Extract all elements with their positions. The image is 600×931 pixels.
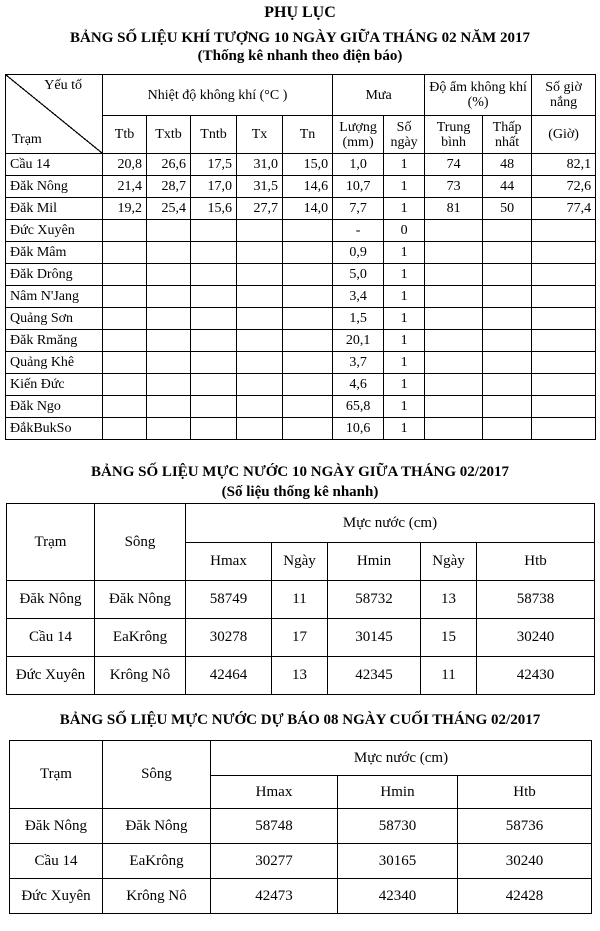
tntb-cell	[191, 396, 237, 418]
tx-cell	[237, 374, 283, 396]
station-cell: Cầu 14	[6, 154, 103, 176]
corner-station-label: Trạm	[12, 132, 42, 147]
rain-days-cell: 1	[384, 352, 425, 374]
header-tx: Tx	[237, 116, 283, 154]
humidity-avg-cell: 74	[425, 154, 483, 176]
ttb-cell	[103, 330, 147, 352]
tn-cell	[283, 286, 333, 308]
txtb-cell	[147, 242, 191, 264]
header-htb: Htb	[458, 776, 592, 809]
tx-cell	[237, 242, 283, 264]
tx-cell	[237, 418, 283, 440]
humidity-min-cell	[483, 352, 532, 374]
rain-days-cell: 1	[384, 374, 425, 396]
sunshine-cell	[532, 264, 596, 286]
header-rain-amount: Lượng (mm)	[333, 116, 384, 154]
hmin-cell: 58732	[328, 581, 421, 619]
header-hmin: Hmin	[328, 543, 421, 581]
header-txtb: Txtb	[147, 116, 191, 154]
tx-cell: 31,5	[237, 176, 283, 198]
table-row	[6, 330, 596, 352]
rain-days-cell: 1	[384, 264, 425, 286]
tn-cell: 15,0	[283, 154, 333, 176]
rain-days-cell: 1	[384, 418, 425, 440]
header-htb: Htb	[477, 543, 595, 581]
humidity-avg-cell	[425, 242, 483, 264]
rain-amount-cell: 3,7	[333, 352, 384, 374]
tntb-cell	[191, 242, 237, 264]
header-sunshine-unit: (Giờ)	[532, 116, 596, 154]
tx-cell	[237, 286, 283, 308]
txtb-cell: 28,7	[147, 176, 191, 198]
table-row	[6, 396, 596, 418]
txtb-cell	[147, 264, 191, 286]
rain-amount-cell: 1,0	[333, 154, 384, 176]
station-cell: Đăk Ngo	[6, 396, 103, 418]
rain-days-cell: 0	[384, 220, 425, 242]
hmin-cell: 58730	[338, 809, 458, 844]
rain-amount-cell: 4,6	[333, 374, 384, 396]
rain-days-cell: 1	[384, 396, 425, 418]
sunshine-cell: 82,1	[532, 154, 596, 176]
header-ttb: Ttb	[103, 116, 147, 154]
header-rain-days: Số ngày	[384, 116, 425, 154]
tntb-cell	[191, 374, 237, 396]
htb-cell: 42430	[477, 657, 595, 695]
tntb-cell	[191, 264, 237, 286]
hmax-cell: 58749	[186, 581, 272, 619]
table2-subtitle: (Số liệu thống kê nhanh)	[221, 484, 379, 500]
header-hmax: Hmax	[186, 543, 272, 581]
rain-amount-cell: 10,6	[333, 418, 384, 440]
txtb-cell	[147, 286, 191, 308]
txtb-cell	[147, 330, 191, 352]
sunshine-cell	[532, 374, 596, 396]
station-cell: Đăk Mâm	[6, 242, 103, 264]
ttb-cell	[103, 220, 147, 242]
humidity-avg-cell	[425, 220, 483, 242]
txtb-cell	[147, 418, 191, 440]
humidity-avg-cell	[425, 308, 483, 330]
station-cell: Cầu 14	[7, 619, 95, 657]
tn-cell	[283, 418, 333, 440]
ttb-cell	[103, 418, 147, 440]
tntb-cell	[191, 286, 237, 308]
header-station: Trạm	[10, 741, 103, 809]
txtb-cell	[147, 396, 191, 418]
hmin-cell: 30165	[338, 844, 458, 879]
tx-cell: 31,0	[237, 154, 283, 176]
txtb-cell	[147, 220, 191, 242]
tx-cell	[237, 220, 283, 242]
humidity-min-cell	[483, 264, 532, 286]
header-station: Trạm	[7, 504, 95, 581]
river-cell: EaKrông	[95, 619, 186, 657]
header-hmin: Hmin	[338, 776, 458, 809]
station-cell: ĐắkBukSo	[6, 418, 103, 440]
ttb-cell	[103, 374, 147, 396]
ttb-cell: 21,4	[103, 176, 147, 198]
tx-cell	[237, 352, 283, 374]
station-cell: Quảng Khê	[6, 352, 103, 374]
tn-cell	[283, 242, 333, 264]
hmax-cell: 30277	[211, 844, 338, 879]
tx-cell	[237, 308, 283, 330]
station-cell: Đăk Nông	[7, 581, 95, 619]
tn-cell	[283, 396, 333, 418]
header-hmax-day: Ngày	[272, 543, 328, 581]
humidity-min-cell: 44	[483, 176, 532, 198]
rain-amount-cell: -	[333, 220, 384, 242]
header-humidity-avg: Trung bình	[425, 116, 483, 154]
hmin-cell: 30145	[328, 619, 421, 657]
tx-cell	[237, 264, 283, 286]
humidity-min-cell: 48	[483, 154, 532, 176]
header-hmin-day: Ngày	[421, 543, 477, 581]
table-row	[6, 198, 596, 220]
tn-cell	[283, 264, 333, 286]
tntb-cell: 17,0	[191, 176, 237, 198]
tn-cell	[283, 374, 333, 396]
table3-title: BẢNG SỐ LIỆU MỰC NƯỚC DỰ BÁO 08 NGÀY CUỐI THÁNG 02/2017	[59, 712, 541, 728]
tn-cell: 14,0	[283, 198, 333, 220]
table-row	[10, 809, 592, 844]
meteorological-table-body	[6, 154, 596, 440]
station-cell: Đăk Drông	[6, 264, 103, 286]
rain-days-cell: 1	[384, 176, 425, 198]
header-tn: Tn	[283, 116, 333, 154]
rain-days-cell: 1	[384, 154, 425, 176]
rain-days-cell: 1	[384, 286, 425, 308]
station-cell: Đăk Nông	[10, 809, 103, 844]
hmin-day-cell: 11	[421, 657, 477, 695]
humidity-avg-cell	[425, 286, 483, 308]
hmin-day-cell: 15	[421, 619, 477, 657]
ttb-cell	[103, 264, 147, 286]
tn-cell	[283, 330, 333, 352]
hmin-cell: 42345	[328, 657, 421, 695]
table-row	[7, 581, 595, 619]
humidity-avg-cell: 73	[425, 176, 483, 198]
rain-days-cell: 1	[384, 308, 425, 330]
rain-amount-cell: 0,9	[333, 242, 384, 264]
table-row	[10, 879, 592, 914]
rain-amount-cell: 65,8	[333, 396, 384, 418]
station-cell: Nâm N'Jang	[6, 286, 103, 308]
htb-cell: 30240	[458, 844, 592, 879]
humidity-avg-cell	[425, 418, 483, 440]
ttb-cell	[103, 396, 147, 418]
ttb-cell	[103, 286, 147, 308]
tntb-cell	[191, 418, 237, 440]
station-cell: Kiến Đức	[6, 374, 103, 396]
hmin-day-cell: 13	[421, 581, 477, 619]
header-humidity: Độ ẩm không khí (%)	[425, 75, 532, 116]
sunshine-cell	[532, 220, 596, 242]
river-cell: Krông Nô	[103, 879, 211, 914]
sunshine-cell: 77,4	[532, 198, 596, 220]
meteorological-table	[5, 74, 596, 440]
header-water-level: Mực nước (cm)	[211, 741, 592, 776]
tntb-cell	[191, 220, 237, 242]
table-row	[6, 154, 596, 176]
table-row	[6, 308, 596, 330]
river-cell: Krông Nô	[95, 657, 186, 695]
humidity-min-cell	[483, 418, 532, 440]
tn-cell	[283, 220, 333, 242]
table1-subtitle: (Thống kê nhanh theo điện báo)	[197, 48, 403, 64]
water-level-table	[6, 503, 595, 695]
tn-cell	[283, 352, 333, 374]
table-row	[6, 286, 596, 308]
rain-days-cell: 1	[384, 242, 425, 264]
station-cell: Đăk Rmăng	[6, 330, 103, 352]
txtb-cell: 26,6	[147, 154, 191, 176]
ttb-cell	[103, 308, 147, 330]
table-row	[6, 220, 596, 242]
station-cell: Đăk Nông	[6, 176, 103, 198]
humidity-avg-cell	[425, 264, 483, 286]
ttb-cell: 20,8	[103, 154, 147, 176]
sunshine-cell	[532, 286, 596, 308]
humidity-min-cell	[483, 220, 532, 242]
sunshine-cell	[532, 396, 596, 418]
humidity-avg-cell	[425, 330, 483, 352]
txtb-cell	[147, 308, 191, 330]
sunshine-cell	[532, 418, 596, 440]
station-cell: Đức Xuyên	[7, 657, 95, 695]
header-corner-cell	[6, 75, 103, 154]
ttb-cell	[103, 352, 147, 374]
hmax-cell: 58748	[211, 809, 338, 844]
rain-amount-cell: 20,1	[333, 330, 384, 352]
station-cell: Đức Xuyên	[6, 220, 103, 242]
sunshine-cell	[532, 330, 596, 352]
table-row	[10, 844, 592, 879]
header-sunshine: Số giờ nắng	[532, 75, 596, 116]
header-humidity-min: Thấp nhất	[483, 116, 532, 154]
rain-days-cell: 1	[384, 198, 425, 220]
table1-title: BẢNG SỐ LIỆU KHÍ TƯỢNG 10 NGÀY GIỮA THÁNG 02 NĂM 2017	[70, 30, 530, 46]
corner-factor-label: Yếu tố	[44, 78, 82, 93]
humidity-avg-cell	[425, 352, 483, 374]
table-row	[6, 374, 596, 396]
tx-cell	[237, 330, 283, 352]
rain-amount-cell: 1,5	[333, 308, 384, 330]
station-cell: Đức Xuyên	[10, 879, 103, 914]
river-cell: Đăk Nông	[95, 581, 186, 619]
txtb-cell	[147, 352, 191, 374]
table-row	[6, 352, 596, 374]
tn-cell	[283, 308, 333, 330]
humidity-min-cell	[483, 374, 532, 396]
tntb-cell: 15,6	[191, 198, 237, 220]
sunshine-cell: 72,6	[532, 176, 596, 198]
header-hmax: Hmax	[211, 776, 338, 809]
humidity-avg-cell	[425, 396, 483, 418]
tntb-cell	[191, 352, 237, 374]
header-water-level: Mực nước (cm)	[186, 504, 595, 543]
humidity-min-cell	[483, 242, 532, 264]
humidity-avg-cell: 81	[425, 198, 483, 220]
tntb-cell	[191, 308, 237, 330]
rain-days-cell: 1	[384, 330, 425, 352]
header-river: Sông	[103, 741, 211, 809]
river-cell: EaKrông	[103, 844, 211, 879]
header-tntb: Tntb	[191, 116, 237, 154]
hmax-day-cell: 11	[272, 581, 328, 619]
humidity-min-cell	[483, 286, 532, 308]
water-level-table-body	[7, 581, 595, 695]
table-row	[7, 619, 595, 657]
table-row	[6, 176, 596, 198]
tntb-cell	[191, 330, 237, 352]
header-temperature: Nhiệt độ không khí (°C )	[103, 75, 333, 116]
rain-amount-cell: 10,7	[333, 176, 384, 198]
sunshine-cell	[532, 308, 596, 330]
tn-cell: 14,6	[283, 176, 333, 198]
humidity-min-cell: 50	[483, 198, 532, 220]
txtb-cell: 25,4	[147, 198, 191, 220]
humidity-avg-cell	[425, 374, 483, 396]
rain-amount-cell: 5,0	[333, 264, 384, 286]
hmax-cell: 42464	[186, 657, 272, 695]
rain-amount-cell: 3,4	[333, 286, 384, 308]
table-row	[7, 657, 595, 695]
station-cell: Đăk Mil	[6, 198, 103, 220]
appendix-heading: PHỤ LỤC	[264, 4, 336, 21]
hmax-day-cell: 13	[272, 657, 328, 695]
station-cell: Quảng Sơn	[6, 308, 103, 330]
hmax-day-cell: 17	[272, 619, 328, 657]
tx-cell	[237, 396, 283, 418]
hmax-cell: 30278	[186, 619, 272, 657]
rain-amount-cell: 7,7	[333, 198, 384, 220]
sunshine-cell	[532, 352, 596, 374]
forecast-table-body	[10, 809, 592, 914]
hmin-cell: 42340	[338, 879, 458, 914]
sunshine-cell	[532, 242, 596, 264]
htb-cell: 58738	[477, 581, 595, 619]
ttb-cell	[103, 242, 147, 264]
humidity-min-cell	[483, 308, 532, 330]
table-row	[6, 418, 596, 440]
tx-cell: 27,7	[237, 198, 283, 220]
hmax-cell: 42473	[211, 879, 338, 914]
htb-cell: 42428	[458, 879, 592, 914]
htb-cell: 58736	[458, 809, 592, 844]
tntb-cell: 17,5	[191, 154, 237, 176]
txtb-cell	[147, 374, 191, 396]
table-row	[6, 242, 596, 264]
header-river: Sông	[95, 504, 186, 581]
forecast-water-level-table	[9, 740, 592, 914]
ttb-cell: 19,2	[103, 198, 147, 220]
table2-title: BẢNG SỐ LIỆU MỰC NƯỚC 10 NGÀY GIỮA THÁNG 02/2017	[91, 464, 509, 480]
humidity-min-cell	[483, 330, 532, 352]
table-row	[6, 264, 596, 286]
river-cell: Đăk Nông	[103, 809, 211, 844]
humidity-min-cell	[483, 396, 532, 418]
station-cell: Cầu 14	[10, 844, 103, 879]
htb-cell: 30240	[477, 619, 595, 657]
header-rain: Mưa	[333, 75, 425, 116]
